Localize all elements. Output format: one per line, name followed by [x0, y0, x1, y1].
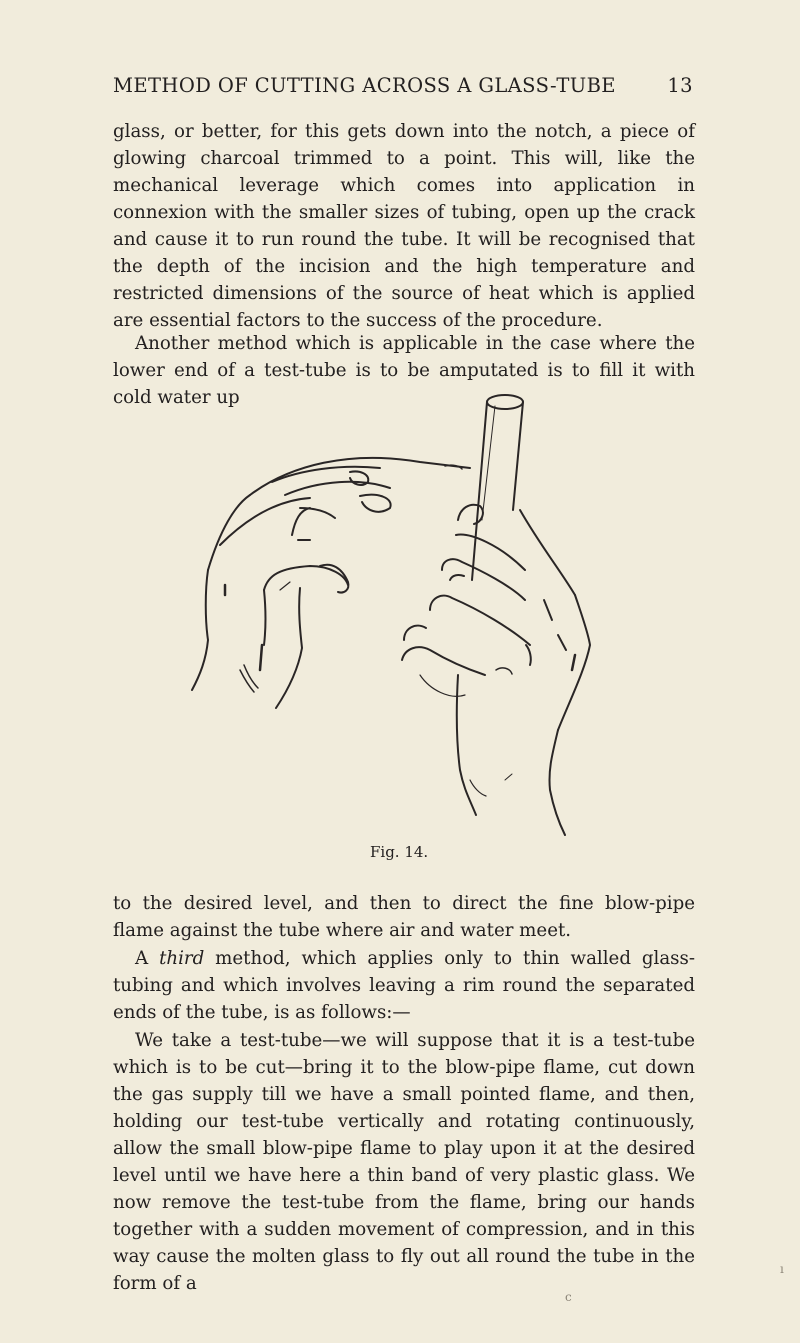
- figure-hands-holding-tube: [180, 370, 610, 840]
- paper-speck: c: [565, 1290, 572, 1304]
- figure-caption: Fig. 14.: [370, 843, 429, 861]
- paragraph-another-method: Another method which is applicable in the case where the lower end of a test-tube is to be amputated is to fill it with cold water up: [113, 333, 695, 408]
- paragraph-charcoal: glass, or better, for this gets down into the notch, a piece of glowing charcoal trimmed to a point. This will, like the mechanical leverage which comes into application in connexion with the smaller sizes of tubing, open up the crack and cause it to run round the tube. It will be recognised that the depth of the incision and the high temperature and restricted dimensions of the source of heat which is applied are essential factors to the success of the procedure.: [113, 121, 695, 331]
- third-method-lead: A: [135, 948, 160, 969]
- paragraph-third-method: [113, 945, 695, 1026]
- left-wrist-inner: [276, 588, 302, 708]
- paragraph-procedure: We take a test-tube—we will suppose that it is a test-tube which is to be cut—bring it to the blow-pipe flame, cut down the gas supply till we have a small pointed flame, and then, holding our test-tube vertically and rotating continuously, allow the small blow-pipe flame to play upon it at the desired level until we have here a thin band of very plastic glass. We now remove the test-tube from the flame, bring our hands together with a sudden movement of compression, and in this way cause the molten glass to fly out all round the tube in the form of a: [113, 1030, 695, 1294]
- left-hand: [192, 458, 470, 708]
- running-header: [113, 70, 693, 104]
- left-wrist-outer: [192, 570, 208, 690]
- hands-illustration: [180, 370, 610, 840]
- tube-left-wall: [472, 402, 487, 580]
- tube-top-rim: [487, 395, 523, 409]
- paragraph-desired-level: to the desired level, and then to direct the fine blow-pipe flame against the tube where air and water meet.: [113, 893, 695, 941]
- paper-speck: ı: [780, 1262, 784, 1276]
- right-wrist-right: [549, 730, 565, 835]
- third-method-emphasis: third: [159, 948, 205, 969]
- left-index-finger-upper: [250, 458, 470, 495]
- glass-tube: [472, 395, 523, 580]
- third-method-text: method, which applies only to thin walled glass-tubing and which involves leaving a rim round the separated ends of the tube, is as follows:—: [113, 948, 695, 1023]
- right-hand: [402, 505, 590, 835]
- running-title: METHOD OF CUTTING ACROSS A GLASS-TUBE: [113, 74, 616, 97]
- right-fingertip-top: [458, 505, 483, 524]
- tube-right-wall: [513, 402, 523, 510]
- tube-highlight: [482, 406, 495, 520]
- page-number: 13: [667, 74, 693, 97]
